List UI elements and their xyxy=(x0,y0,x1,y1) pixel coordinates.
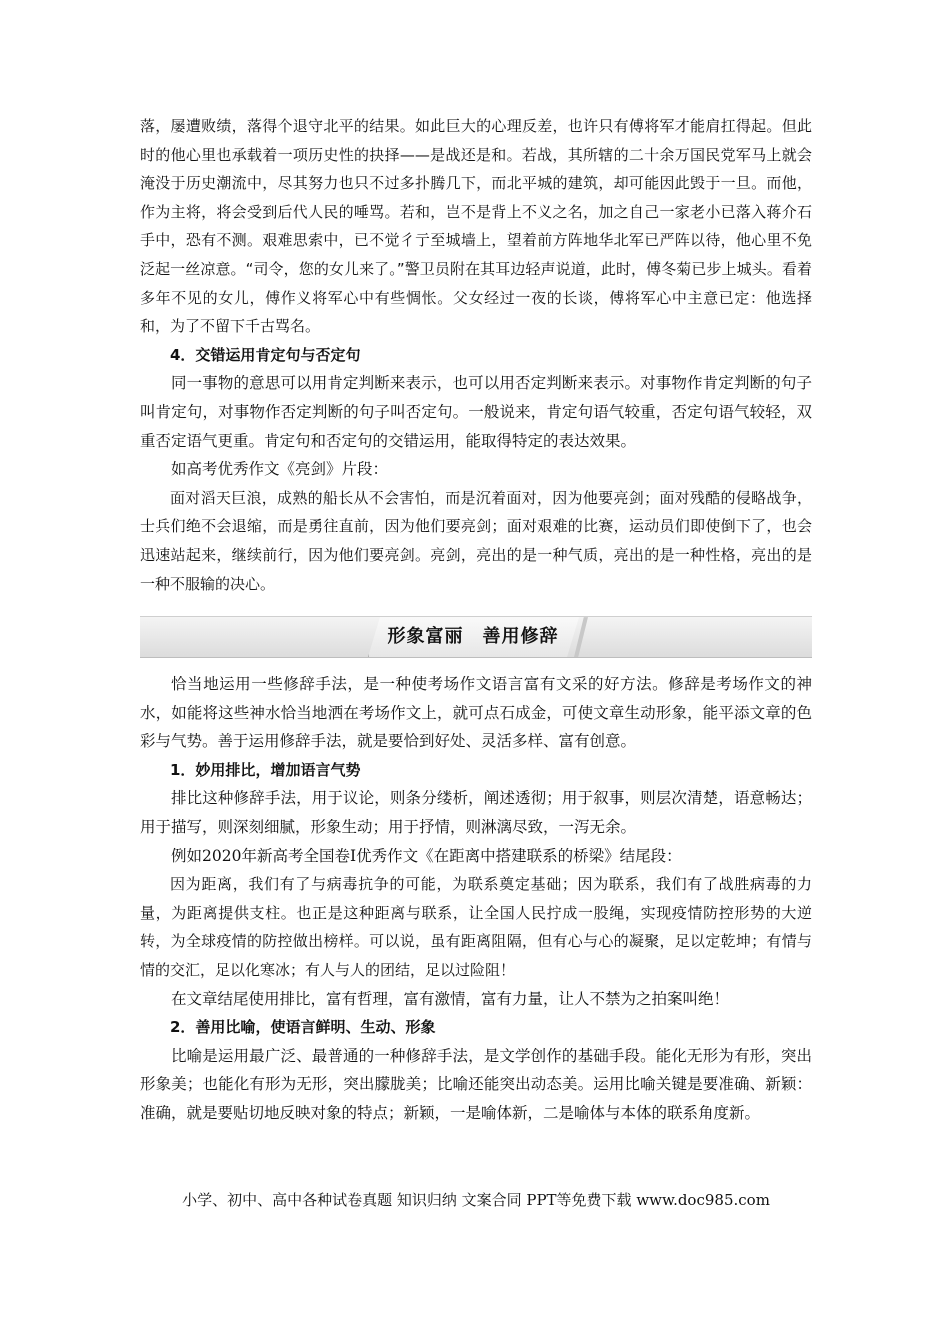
story-paragraph: 落，屡遭败绩，落得个退守北平的结果。如此巨大的心理反差，也许只有傅将军才能肩扛得起。但此时的他心里也承载着一项历史性的抉择——是战还是和。若战，其所辖的二十余万国民党军马上就会淹没于历史潮流中，尽其努力也只不过多扑腾几下，而北平城的建筑，却可能因此毁于一旦。而他，作为主将，将会受到后代人民的唾骂。若和，岂不是背上不义之名，加之自己一家老小已落入蒋介石手中，恐有不测。艰难思索中，已不觉彳亍至城墙上，望着前方阵地华北军已严阵以待，他心里不免泛起一丝凉意。“司令，您的女儿来了。”警卫员附在其耳边轻声说道，此时，傅冬菊已步上城头。看着多年不见的女儿，傅作义将军心中有些惆怅。父女经过一夜的长谈，傅将军心中主意已定：他选择和，为了不留下千古骂名。 xyxy=(140,117,812,336)
section-intro: 同一事物的意思可以用肯定判断来表示，也可以用否定判断来表示。对事物作肯定判断的句子叫肯定句，对事物作否定判断的句子叫否定句。一般说来，肯定句语气较重，否定句语气较轻，双重否定语气更重。肯定句和否定句的交错运用，能取得特定的表达效果。 xyxy=(140,374,812,450)
section-heading-sentence-types: 4．交错运用肯定句与否定句 xyxy=(170,345,361,364)
parallelism-example: 因为距离，我们有了与病毒抗争的可能，为联系奠定基础；因为联系，我们有了战胜病毒的力量，为距离提供支柱。也正是这种距离与联系，让全国人民拧成一股绳，实现疫情防控形势的大逆转，为全球疫情的防控做出榜样。可以说，虽有距离阻隔，但有心与心的凝聚，足以定乾坤；有情与情的交汇，足以化寒冰；有人与人的团结，足以过险阻！ xyxy=(140,875,812,980)
example-label: 如高考优秀作文《亮剑》片段： xyxy=(171,460,389,479)
section-banner xyxy=(140,616,812,658)
banner-title: 形象富丽 善用修辞 xyxy=(387,626,559,648)
parallelism-text: 排比这种修辞手法，用于议论，则条分缕析，阐述透彻；用于叙事，则层次清楚，语意畅达；用于描写，则深刻细腻，形象生动；用于抒情，则淋漓尽致，一泻无余。 xyxy=(140,789,812,837)
parallelism-comment: 在文章结尾使用排比，富有哲理，富有激情，富有力量，让人不禁为之拍案叫绝！ xyxy=(171,989,730,1008)
rhetoric-intro: 恰当地运用一些修辞手法，是一种使考场作文语言富有文采的好方法。修辞是考场作文的神水，如能将这些神水恰当地洒在考场作文上，就可点石成金，可使文章生动形象，能平添文章的色彩与气势。善于运用修辞手法，就是要恰到好处、灵活多样、富有创意。 xyxy=(140,675,812,751)
heading-metaphor: 2．善用比喻，使语言鲜明、生动、形象 xyxy=(170,1018,436,1037)
metaphor-text: 比喻是运用最广泛、最普通的一种修辞手法，是文学创作的基础手段。能化无形为有形，突出形象美；也能化有形为无形，突出朦胧美；比喻还能突出动态美。运用比喻关键是要准确、新颖：准确，就是要贴切地反映对象的特点；新颖，一是喻体新，二是喻体与本体的联系角度新。 xyxy=(140,1046,812,1122)
example-paragraph: 面对滔天巨浪，成熟的船长从不会害怕，而是沉着面对，因为他要亮剑；面对残酷的侵略战争，士兵们绝不会退缩，而是勇往直前，因为他们要亮剑；面对艰难的比赛，运动员们即使倒下了，也会迅速站起来，继续前行，因为他们要亮剑。亮剑，亮出的是一种气质，亮出的是一种性格，亮出的是一种不服输的决心。 xyxy=(140,488,812,593)
document-body xyxy=(140,112,812,1128)
parallelism-example-label: 例如2020年新高考全国卷Ⅰ优秀作文《在距离中搭建联系的桥梁》结尾段： xyxy=(171,846,682,865)
page-footer: 小学、初中、高中各种试卷真题 知识归纳 文案合同 PPT等免费下载 www.doc985.com xyxy=(182,1191,770,1209)
heading-parallelism: 1．妙用排比，增加语言气势 xyxy=(170,760,361,779)
